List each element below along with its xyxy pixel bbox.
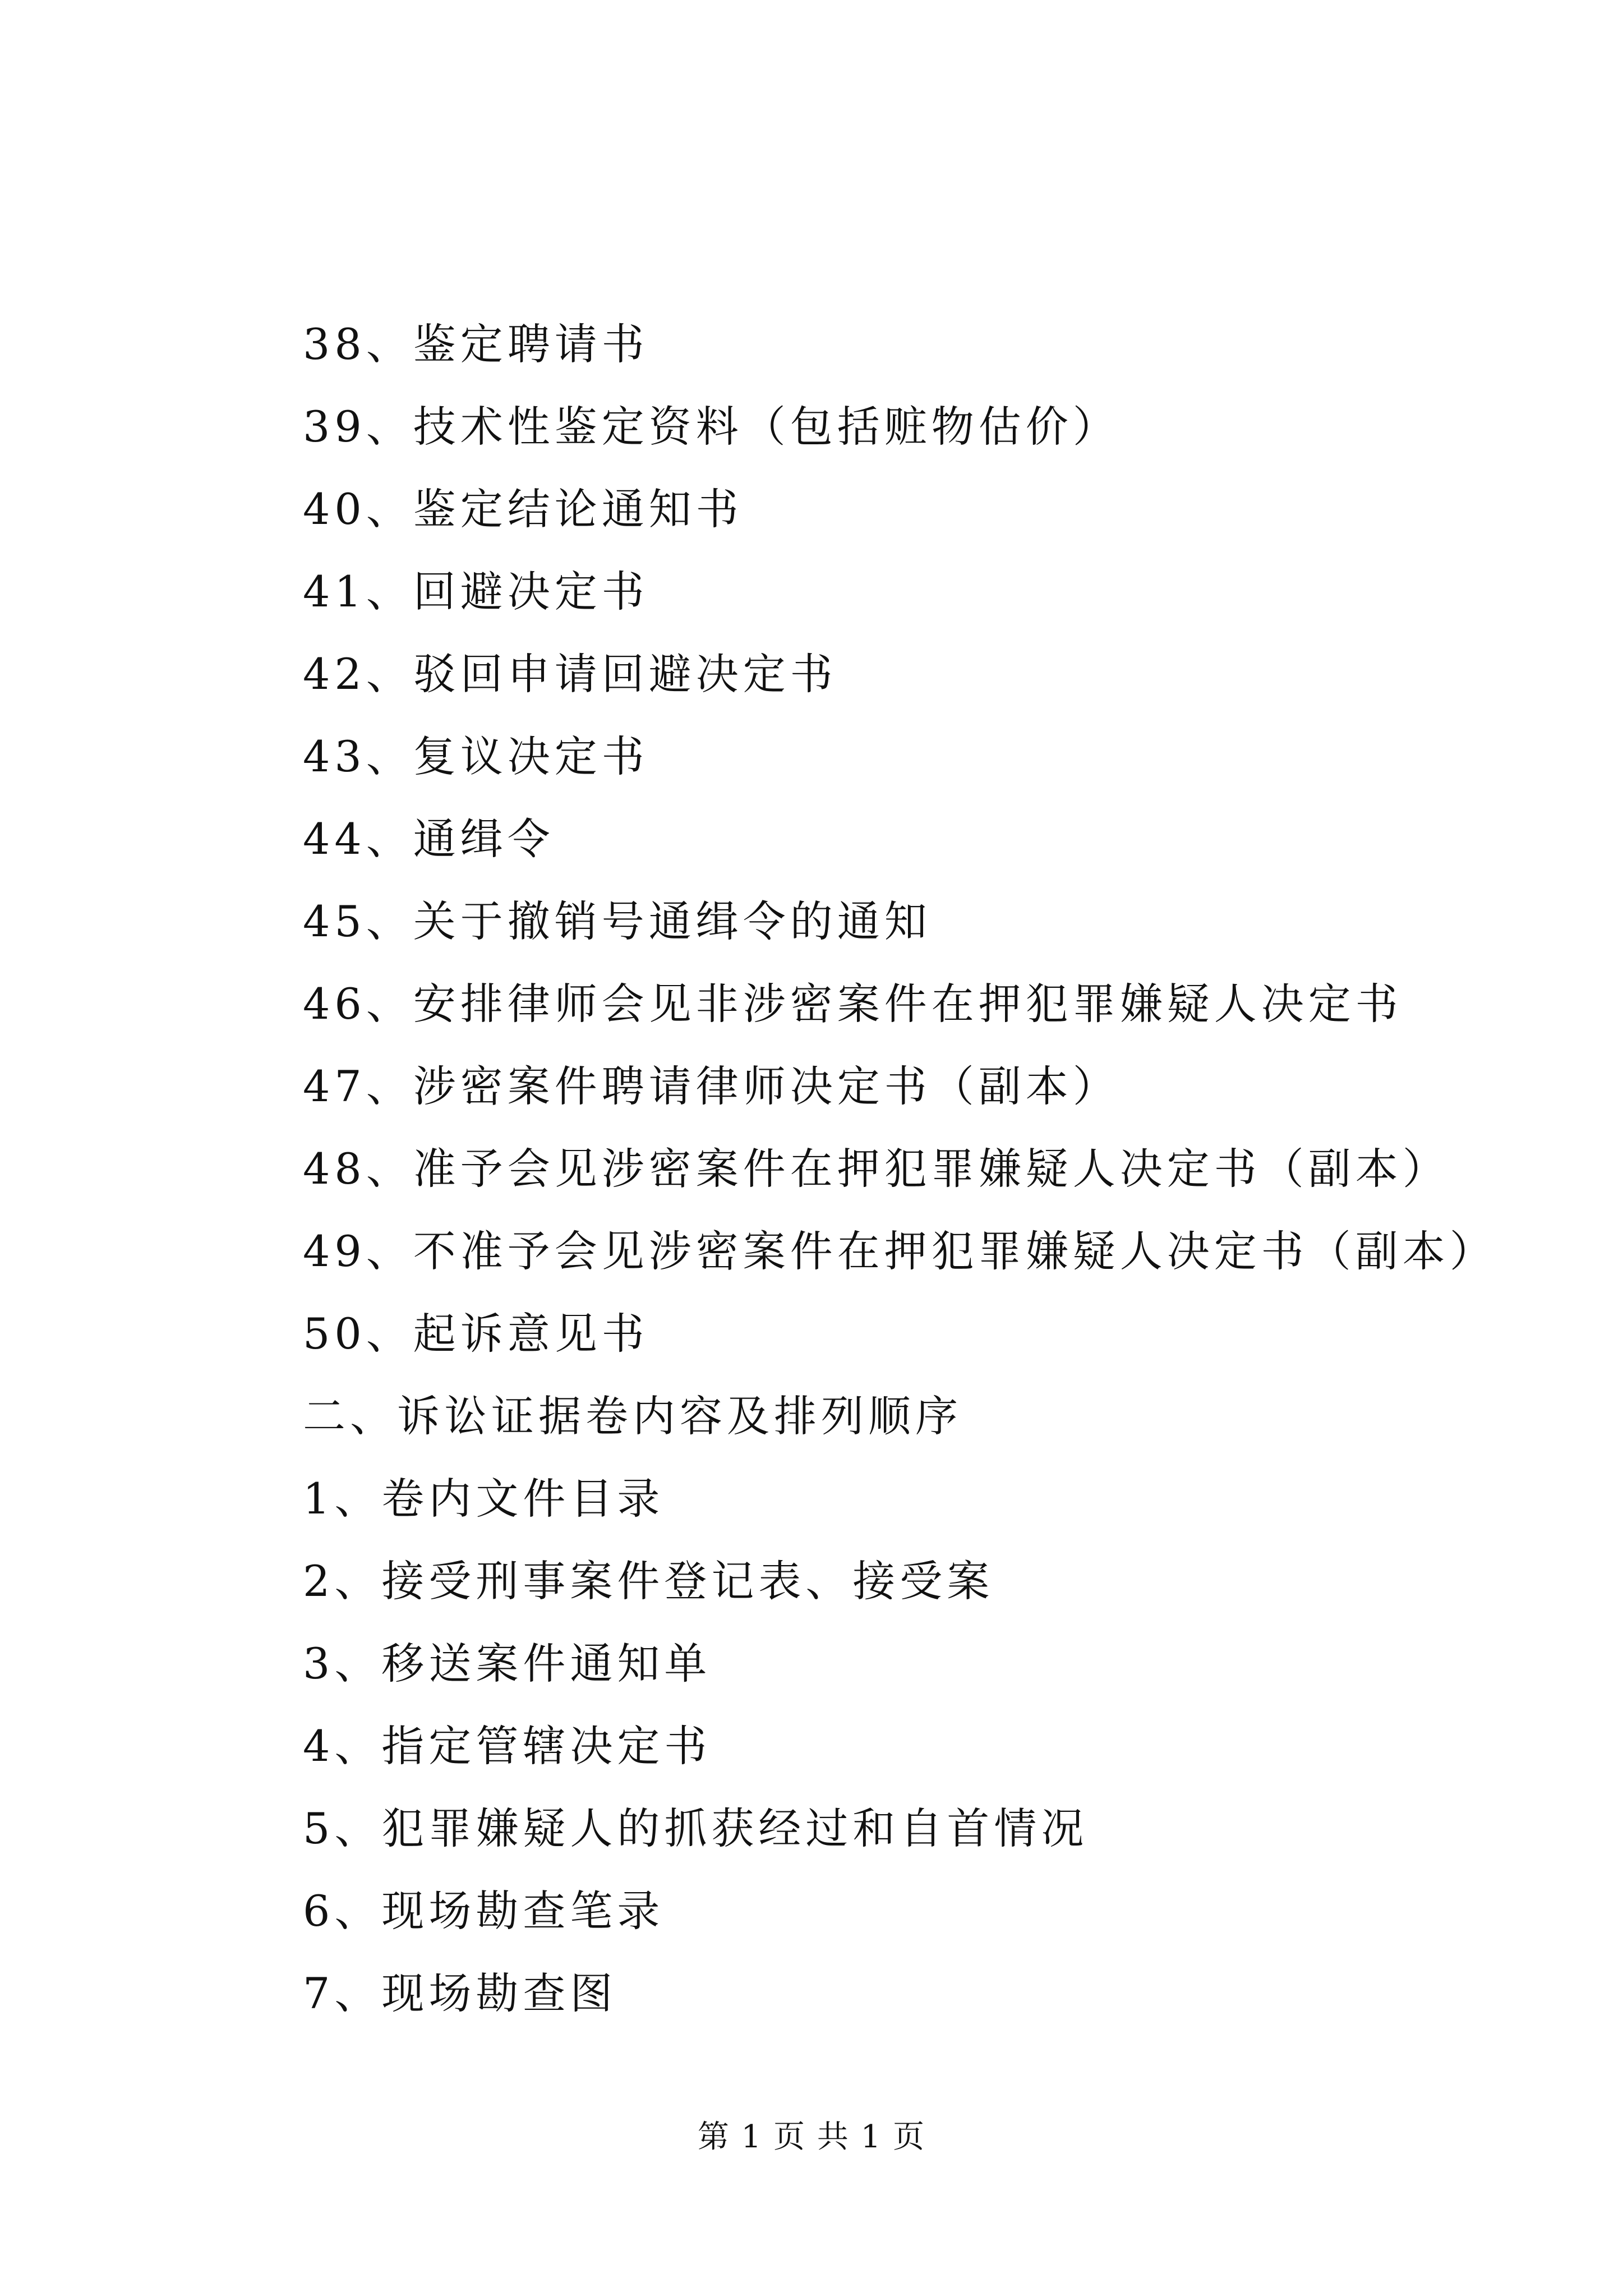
list-item-44: 44、通缉令 [303,814,555,864]
list-item-7: 7、现场勘查图 [303,1968,617,2018]
list-item-50: 50、起诉意见书 [303,1309,649,1359]
list-item-47: 47、涉密案件聘请律师决定书（副本） [303,1061,1120,1111]
list-item-39: 39、技术性鉴定资料（包括赃物估价） [303,402,1120,452]
list-item-45: 45、关于撤销号通缉令的通知 [303,896,932,946]
list-item-42: 42、驳回申请回避决定书 [303,649,837,699]
list-item-38: 38、鉴定聘请书 [303,319,649,369]
list-item-4: 4、指定管辖决定书 [303,1721,712,1771]
list-item-3: 3、移送案件通知单 [303,1639,712,1688]
page-footer: 第 1 页 共 1 页 [697,2119,926,2155]
list-item-2: 2、接受刑事案件登记表、接受案 [303,1556,994,1606]
list-item-43: 43、复议决定书 [303,731,649,781]
list-item-46: 46、安排律师会见非涉密案件在押犯罪嫌疑人决定书 [303,979,1403,1029]
document-body [303,303,1497,2035]
list-item-5: 5、犯罪嫌疑人的抓获经过和自首情况 [303,1803,1089,1853]
list-item-40: 40、鉴定结论通知书 [303,484,743,534]
list-item-48: 48、准予会见涉密案件在押犯罪嫌疑人决定书（副本） [303,1144,1450,1194]
list-item-41: 41、回避决定书 [303,567,649,616]
list-item-6: 6、现场勘查笔录 [303,1886,665,1936]
section-heading: 二、诉讼证据卷内容及排列顺序 [303,1391,962,1441]
list-item-49: 49、不准予会见涉密案件在押犯罪嫌疑人决定书（副本） [303,1226,1497,1276]
list-item-1: 1、卷内文件目录 [303,1474,665,1524]
